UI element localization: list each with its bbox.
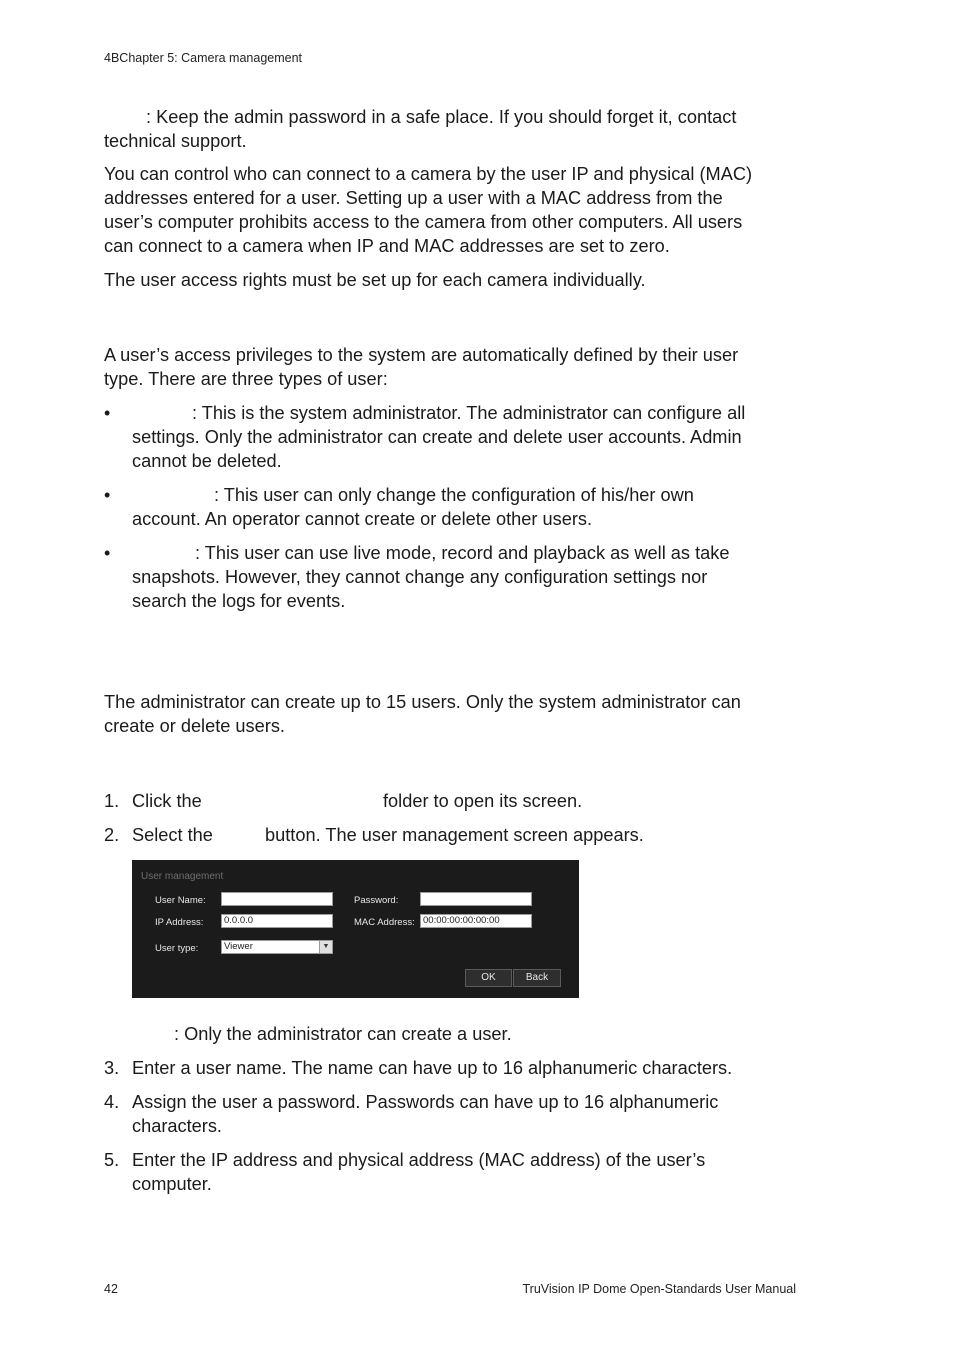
user-type-value: Viewer	[224, 941, 253, 952]
step-1-text-b: folder to open its screen.	[383, 791, 583, 811]
mac-address-input[interactable]: 00:00:00:00:00:00	[420, 914, 532, 928]
ok-button[interactable]: OK	[465, 969, 512, 987]
para-create-users-line-1: The administrator can create up to 15 users. Only the system administrator can	[104, 692, 741, 712]
bullet-viewer-lead: : This user can use live mode, record and playback as well as take	[195, 543, 730, 563]
para-user-types-line-2: type. There are three types of user:	[104, 369, 388, 389]
step-number: 2.	[104, 825, 120, 845]
ip-address-label: IP Address:	[155, 917, 204, 928]
panel-title: User management	[141, 871, 224, 882]
para-access-line-4: can connect to a camera when IP and MAC addresses are set to zero.	[104, 236, 670, 256]
running-header: 4BChapter 5: Camera management	[104, 51, 303, 65]
manual-title: TruVision IP Dome Open-Standards User Manual	[522, 1282, 796, 1296]
para-user-types-line-1: A user’s access privileges to the system are automatically defined by their user	[104, 345, 739, 365]
para-access-line-3: user’s computer prohibits access to the camera from other computers. All users	[104, 212, 743, 232]
note-admin-password: : Keep the admin password in a safe place. If you should forget it, contact	[146, 107, 737, 127]
step-2-text-a: Select the	[132, 825, 213, 845]
para-create-users-line-2: create or delete users.	[104, 716, 285, 736]
bullet-marker: •	[104, 485, 111, 505]
step-number: 3.	[104, 1058, 120, 1078]
bullet-admin-lead: : This is the system administrator. The administrator can configure all	[192, 403, 746, 423]
step-1-text-a: Click the	[132, 791, 202, 811]
step-number: 4.	[104, 1092, 120, 1112]
step-5-text: Enter the IP address and physical address (MAC address) of the user’s	[132, 1150, 706, 1170]
user-name-label: User Name:	[155, 895, 206, 906]
step-4-text-cont: characters.	[132, 1116, 222, 1136]
step-number: 1.	[104, 791, 120, 811]
bullet-operator-lead: : This user can only change the configuration of his/her own	[214, 485, 694, 505]
bullet-viewer-line-2: snapshots. However, they cannot change any configuration settings nor	[132, 567, 708, 587]
step-3-text: Enter a user name. The name can have up to 16 alphanumeric characters.	[132, 1058, 733, 1078]
back-button[interactable]: Back	[513, 969, 561, 987]
ip-address-input[interactable]: 0.0.0.0	[221, 914, 333, 928]
user-type-label: User type:	[155, 943, 199, 954]
para-access-line-1: You can control who can connect to a camera by the user IP and physical (MAC)	[104, 164, 753, 184]
step-4-text: Assign the user a password. Passwords can have up to 16 alphanumeric	[132, 1092, 719, 1112]
chevron-down-icon[interactable]: ▼	[319, 941, 332, 953]
note-admin-password-cont: technical support.	[104, 131, 247, 151]
bullet-operator-line-2: account. An operator cannot create or delete other users.	[132, 509, 593, 529]
bullet-admin-line-3: cannot be deleted.	[132, 451, 282, 471]
bullet-marker: •	[104, 403, 111, 423]
bullet-admin-line-2: settings. Only the administrator can create and delete user accounts. Admin	[132, 427, 742, 447]
step-5-text-cont: computer.	[132, 1174, 212, 1194]
page-number: 42	[104, 1282, 118, 1296]
note-admin-create: : Only the administrator can create a user.	[174, 1024, 512, 1044]
password-input[interactable]	[420, 892, 532, 906]
user-name-input[interactable]	[221, 892, 333, 906]
bullet-marker: •	[104, 543, 111, 563]
step-number: 5.	[104, 1150, 120, 1170]
password-label: Password:	[354, 895, 399, 906]
bullet-viewer-line-3: search the logs for events.	[132, 591, 346, 611]
para-access-line-2: addresses entered for a user. Setting up a user with a MAC address from the	[104, 188, 723, 208]
user-type-select[interactable]	[221, 940, 333, 954]
para-rights: The user access rights must be set up for each camera individually.	[104, 270, 646, 290]
step-2-text-b: button. The user management screen appears.	[265, 825, 644, 845]
user-management-panel	[132, 860, 579, 998]
mac-address-label: MAC Address:	[354, 917, 415, 928]
